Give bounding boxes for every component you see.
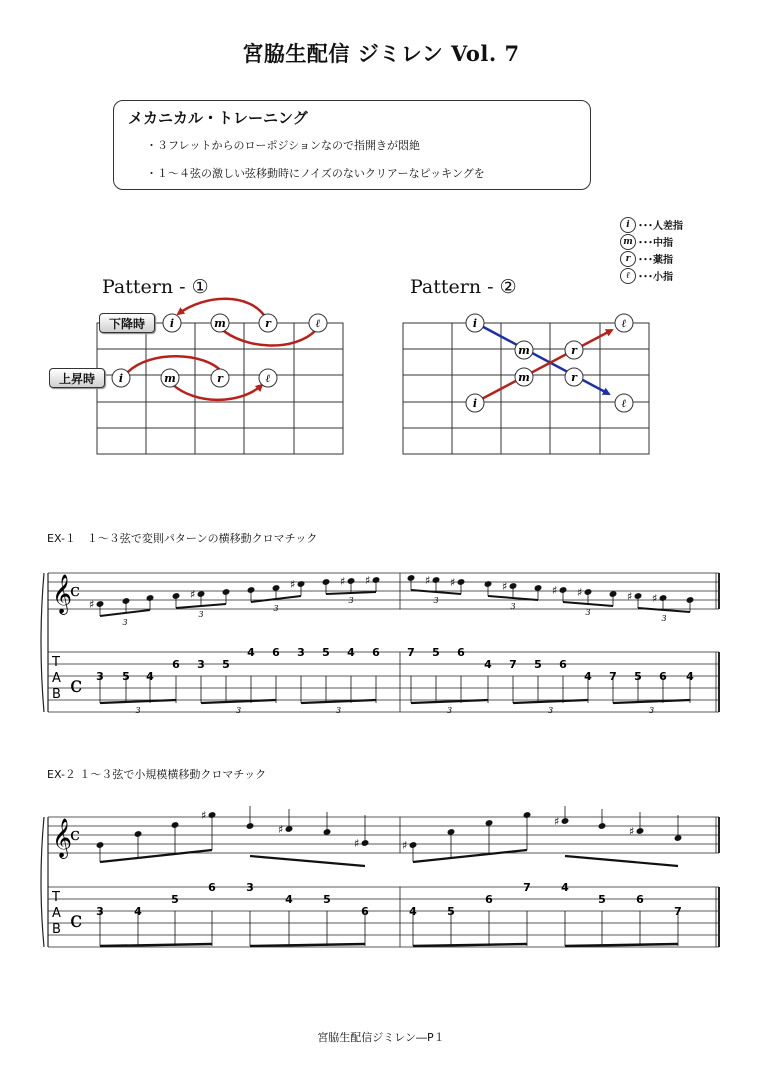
sharp-icon: ♯ [340, 575, 346, 588]
sharp-icon: ♯ [190, 588, 196, 601]
ex1-label: EX-１ １〜３弦で変則パターンの横移動クロマチック [47, 532, 318, 545]
triplet-label: 3 [648, 706, 655, 715]
tab-letter: A [52, 671, 61, 686]
tab-number: 6 [361, 905, 369, 918]
tab-number: 3 [197, 658, 205, 671]
tab-number: 4 [584, 670, 592, 683]
triplet-label: 3 [235, 706, 242, 715]
tab-number: 4 [347, 646, 355, 659]
tab-letter: A [52, 906, 61, 921]
tab-number: 5 [323, 893, 331, 906]
note-beam [565, 856, 678, 866]
triplet-label: 3 [446, 706, 453, 715]
sharp-icon: ♯ [365, 574, 371, 587]
tab-beam [413, 944, 527, 946]
sharp-icon: ♯ [89, 598, 95, 611]
finger-label: m [214, 317, 226, 330]
box-line-1: ・３フレットからのローポジションなので指開きが悶絶 [146, 139, 420, 152]
tab-number: 6 [659, 670, 667, 683]
sharp-icon: ♯ [450, 576, 456, 589]
tab-letter: T [52, 890, 60, 905]
finger-r-symbol: r [620, 251, 636, 267]
page-footer: 宮脇生配信ジミレン―P１ [317, 1031, 445, 1044]
tab-beam [100, 700, 176, 703]
tab-number: 5 [171, 893, 179, 906]
note-beam [413, 850, 527, 862]
svg-text:i: i [472, 317, 478, 330]
svg-text:m: m [518, 344, 530, 357]
finger-i-symbol: i [620, 217, 636, 233]
sharp-icon: ♯ [627, 590, 633, 603]
triplet-label: 3 [585, 608, 591, 617]
sharp-icon: ♯ [552, 584, 558, 597]
tab-number: 7 [609, 670, 617, 683]
tab-letter: B [52, 922, 61, 937]
legend-text: ･･･小指 [638, 272, 673, 283]
finger-l-symbol: ℓ [620, 268, 636, 284]
tab-beam [513, 700, 588, 703]
tab-number: 7 [509, 658, 517, 671]
finger-label: r [265, 317, 271, 330]
tab-number: 6 [485, 893, 493, 906]
finger-label: ℓ [265, 372, 271, 385]
tab-number: 6 [636, 893, 644, 906]
tab-number: 7 [674, 905, 682, 918]
tag-descending: 下降時 [99, 313, 155, 333]
tab-number: 4 [561, 881, 569, 894]
fretboard-pattern1 [97, 323, 343, 454]
legend-text: ･･･中指 [638, 238, 673, 249]
tab-number: 5 [634, 670, 642, 683]
box-heading: メカニカル・トレーニング [128, 109, 308, 127]
tab-number: 6 [372, 646, 380, 659]
tab-beam [301, 700, 376, 703]
sharp-icon: ♯ [502, 580, 508, 593]
svg-text:ℓ: ℓ [621, 317, 627, 330]
tab-number: 5 [598, 893, 606, 906]
sharp-icon: ♯ [354, 837, 360, 850]
triplet-label: 3 [273, 604, 279, 613]
tab-letter: T [52, 655, 60, 670]
triplet-label: 3 [661, 614, 667, 623]
page-title: 宮脇生配信 ジミレン Vol. 7 [242, 41, 520, 66]
ex1-system [41, 573, 719, 712]
ex2-label: EX-２ １〜３弦で小規模横移動クロマチック [47, 768, 267, 781]
tab-number: 6 [172, 658, 180, 671]
triplet-label: 3 [198, 610, 204, 619]
pattern2-arrows [474, 322, 612, 402]
tab-number: 4 [686, 670, 694, 683]
tab-number: 6 [457, 646, 465, 659]
sharp-icon: ♯ [577, 586, 583, 599]
tag-ascending: 上昇時 [49, 368, 105, 388]
tab-number: 4 [285, 893, 293, 906]
tab-letter: B [52, 687, 61, 702]
box-line-2: ・１〜４弦の激しい弦移動時にノイズのないクリアーなピッキングを [146, 167, 485, 180]
sharp-icon: ♯ [201, 809, 207, 822]
triplet-label: 3 [348, 596, 354, 605]
triplet-label: 3 [335, 706, 342, 715]
tab-number: 5 [432, 646, 440, 659]
tab-beam [100, 944, 212, 946]
finger-label: i [118, 372, 124, 385]
tab-number: 5 [222, 658, 230, 671]
svg-text:ℓ: ℓ [621, 397, 627, 410]
sharp-icon: ♯ [652, 592, 658, 605]
ex2-system [41, 809, 719, 947]
tab-number: 5 [447, 905, 455, 918]
triplet-label: 3 [510, 602, 516, 611]
tab-number: 5 [322, 646, 330, 659]
common-time-icon: c [70, 824, 81, 845]
sharp-icon: ♯ [402, 839, 408, 852]
triplet-label: 3 [122, 618, 128, 627]
sharp-icon: ♯ [629, 825, 635, 838]
treble-clef-icon: 𝄞 [52, 574, 73, 614]
tab-beam [201, 700, 276, 703]
note-beam [100, 850, 212, 862]
finger-label: m [164, 372, 176, 385]
tab-number: 3 [96, 670, 104, 683]
svg-text:i: i [472, 397, 478, 410]
sharp-icon: ♯ [278, 823, 284, 836]
tab-number: 6 [559, 658, 567, 671]
svg-text:r: r [571, 344, 577, 357]
finger-label: r [217, 372, 223, 385]
tab-number: 4 [146, 670, 154, 683]
tab-number: 4 [409, 905, 417, 918]
svg-text:r: r [571, 371, 577, 384]
tab-number: 6 [208, 881, 216, 894]
tab-number: 5 [122, 670, 130, 683]
triplet-label: 3 [547, 706, 554, 715]
tab-number: 3 [246, 881, 254, 894]
tab-beam [250, 944, 365, 946]
sharp-icon: ♯ [290, 578, 296, 591]
finger-label: ℓ [315, 317, 321, 330]
pattern1-title: Pattern - ① [102, 276, 209, 298]
finger-m-symbol: m [620, 234, 636, 250]
tab-beam [565, 944, 678, 946]
tab-number: 7 [523, 881, 531, 894]
note-beam [250, 856, 365, 866]
legend-text: ･･･薬指 [638, 255, 673, 266]
tab-number: 3 [297, 646, 305, 659]
svg-text:m: m [518, 371, 530, 384]
tab-number: 3 [96, 905, 104, 918]
sharp-icon: ♯ [554, 815, 560, 828]
tab-number: 5 [534, 658, 542, 671]
common-time-icon: c [70, 673, 83, 698]
triplet-label: 3 [135, 706, 141, 715]
notation-area [41, 573, 719, 947]
tab-beam [613, 700, 690, 703]
tab-beam [411, 700, 488, 703]
pattern2-title: Pattern - ② [410, 276, 517, 298]
tab-number: 4 [484, 658, 492, 671]
sharp-icon: ♯ [425, 574, 431, 587]
finger-label: i [169, 317, 175, 330]
treble-clef-icon: 𝄞 [52, 818, 73, 858]
tab-number: 4 [247, 646, 255, 659]
tab-number: 6 [272, 646, 280, 659]
triplet-label: 3 [433, 596, 439, 605]
common-time-icon: c [70, 580, 81, 601]
tab-number: 4 [134, 905, 142, 918]
note-beam [100, 610, 150, 616]
note-beam [326, 592, 376, 594]
common-time-icon: c [70, 908, 83, 933]
tab-number: 7 [407, 646, 415, 659]
legend-text: ･･･人差指 [638, 221, 683, 232]
